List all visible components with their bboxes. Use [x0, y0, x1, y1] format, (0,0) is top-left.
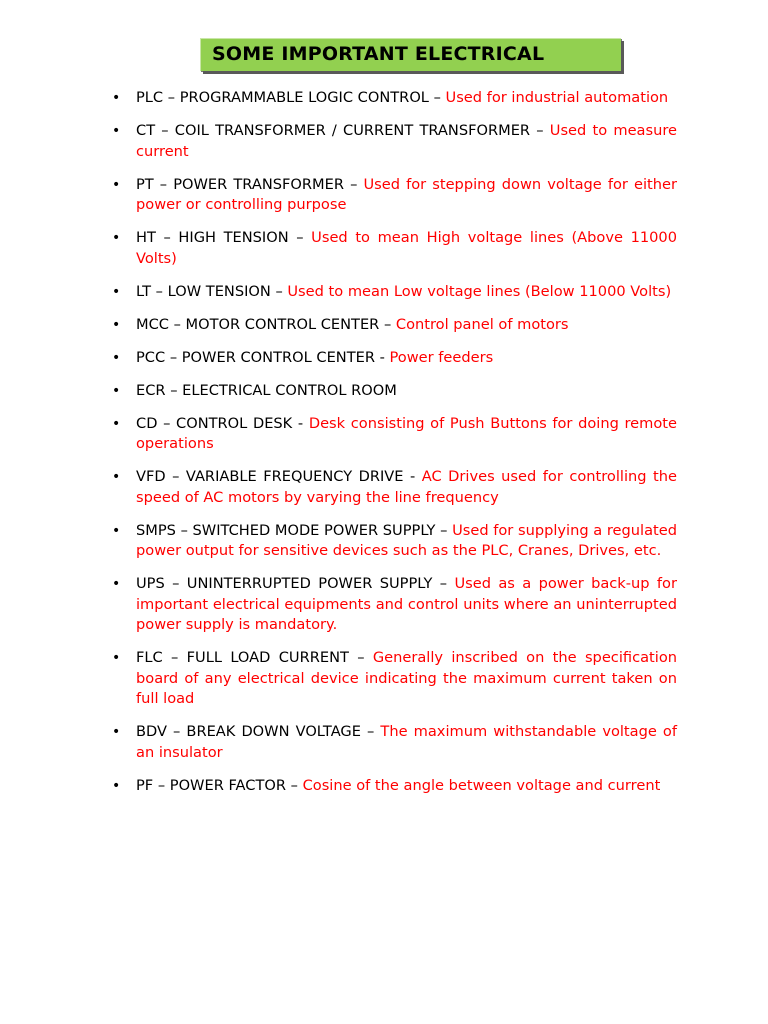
bullet-icon: •: [112, 123, 121, 139]
list-item-ups: [112, 574, 677, 636]
term-label: BDV – BREAK DOWN VOLTAGE –: [136, 723, 381, 740]
term-definition: AC Drives used for controlling the speed of AC motors by varying the line frequency: [136, 468, 677, 506]
term-definition: Used to mean Low voltage lines (Below 11000 Volts): [287, 282, 672, 300]
bullet-icon: •: [112, 382, 121, 399]
term-label: PCC – POWER CONTROL CENTER -: [136, 348, 390, 366]
bullet-icon: •: [112, 777, 121, 794]
term-definition: Control panel of motors: [395, 315, 569, 333]
list-item-flc: [112, 648, 677, 710]
bullet-icon: •: [112, 316, 121, 333]
term-label: PF – POWER FACTOR –: [136, 776, 303, 794]
term-definition: Used for stepping down voltage for either power or controlling purpose: [136, 175, 677, 213]
bullet-icon: •: [112, 650, 121, 666]
list-item-ecr: [112, 381, 677, 402]
list-item-lt: [112, 282, 677, 303]
bullet-icon: •: [112, 90, 121, 106]
bullet-icon: •: [112, 283, 121, 300]
term-definition: Desk consisting of Push Buttons for doing remote operations: [136, 414, 677, 452]
term-label: CD – CONTROL DESK -: [136, 414, 309, 432]
term-label: SMPS – SWITCHED MODE POWER SUPPLY –: [136, 521, 453, 539]
bullet-icon: •: [112, 522, 121, 539]
term-label: HT – HIGH TENSION –: [136, 229, 312, 246]
term-definition: Used as a power back-up for important electrical equipments and control units where an uninterrupted power supply is mandatory.: [136, 575, 677, 633]
bullet-icon: •: [112, 230, 121, 246]
list-item-pt: [112, 175, 677, 216]
term-label: CT – COIL TRANSFORMER / CURRENT TRANSFORMER –: [136, 122, 550, 139]
list-item-smps: [112, 521, 677, 562]
term-label: PT – POWER TRANSFORMER –: [136, 175, 364, 193]
term-definition: Used to mean High voltage lines (Above 11000 Volts): [136, 229, 677, 267]
term-label: FLC – FULL LOAD CURRENT –: [136, 649, 373, 666]
term-label: VFD – VARIABLE FREQUENCY DRIVE -: [136, 468, 422, 485]
term-definition: Used for industrial automation: [445, 89, 669, 106]
page-title: SOME IMPORTANT ELECTRICAL: [212, 43, 545, 65]
term-definition: The maximum withstandable voltage of an insulator: [136, 723, 677, 761]
title-box: [200, 38, 621, 71]
term-label: ECR – ELECTRICAL CONTROL ROOM: [136, 381, 397, 399]
list-item-ct: [112, 121, 677, 162]
bullet-icon: •: [112, 415, 121, 432]
term-definition: Power feeders: [389, 348, 494, 366]
term-list: [0, 88, 768, 809]
term-definition: Generally inscribed on the specification board of any electrical device indicating the maximum current taken on full load: [136, 649, 677, 707]
list-item-cd: [112, 414, 677, 455]
bullet-icon: •: [112, 724, 121, 740]
list-item-plc: [112, 88, 677, 109]
term-label: UPS – UNINTERRUPTED POWER SUPPLY –: [136, 575, 455, 592]
term-definition: Cosine of the angle between voltage and current: [302, 776, 661, 794]
term-label: MCC – MOTOR CONTROL CENTER –: [136, 315, 396, 333]
list-item-bdv: [112, 722, 677, 763]
bullet-icon: •: [112, 176, 121, 193]
bullet-icon: •: [112, 349, 121, 366]
list-item-pcc: [112, 348, 677, 369]
term-label: PLC – PROGRAMMABLE LOGIC CONTROL –: [136, 89, 446, 106]
list-item-ht: [112, 228, 677, 269]
bullet-icon: •: [112, 576, 121, 592]
term-label: LT – LOW TENSION –: [136, 282, 288, 300]
term-definition: Used to measure current: [136, 122, 677, 160]
bullet-icon: •: [112, 469, 121, 485]
list-item-vfd: [112, 467, 677, 508]
term-definition: Used for supplying a regulated power output for sensitive devices such as the PLC, Cranes, Drives, etc.: [136, 521, 677, 559]
list-item-pf: [112, 776, 677, 797]
list-item-mcc: [112, 315, 677, 336]
